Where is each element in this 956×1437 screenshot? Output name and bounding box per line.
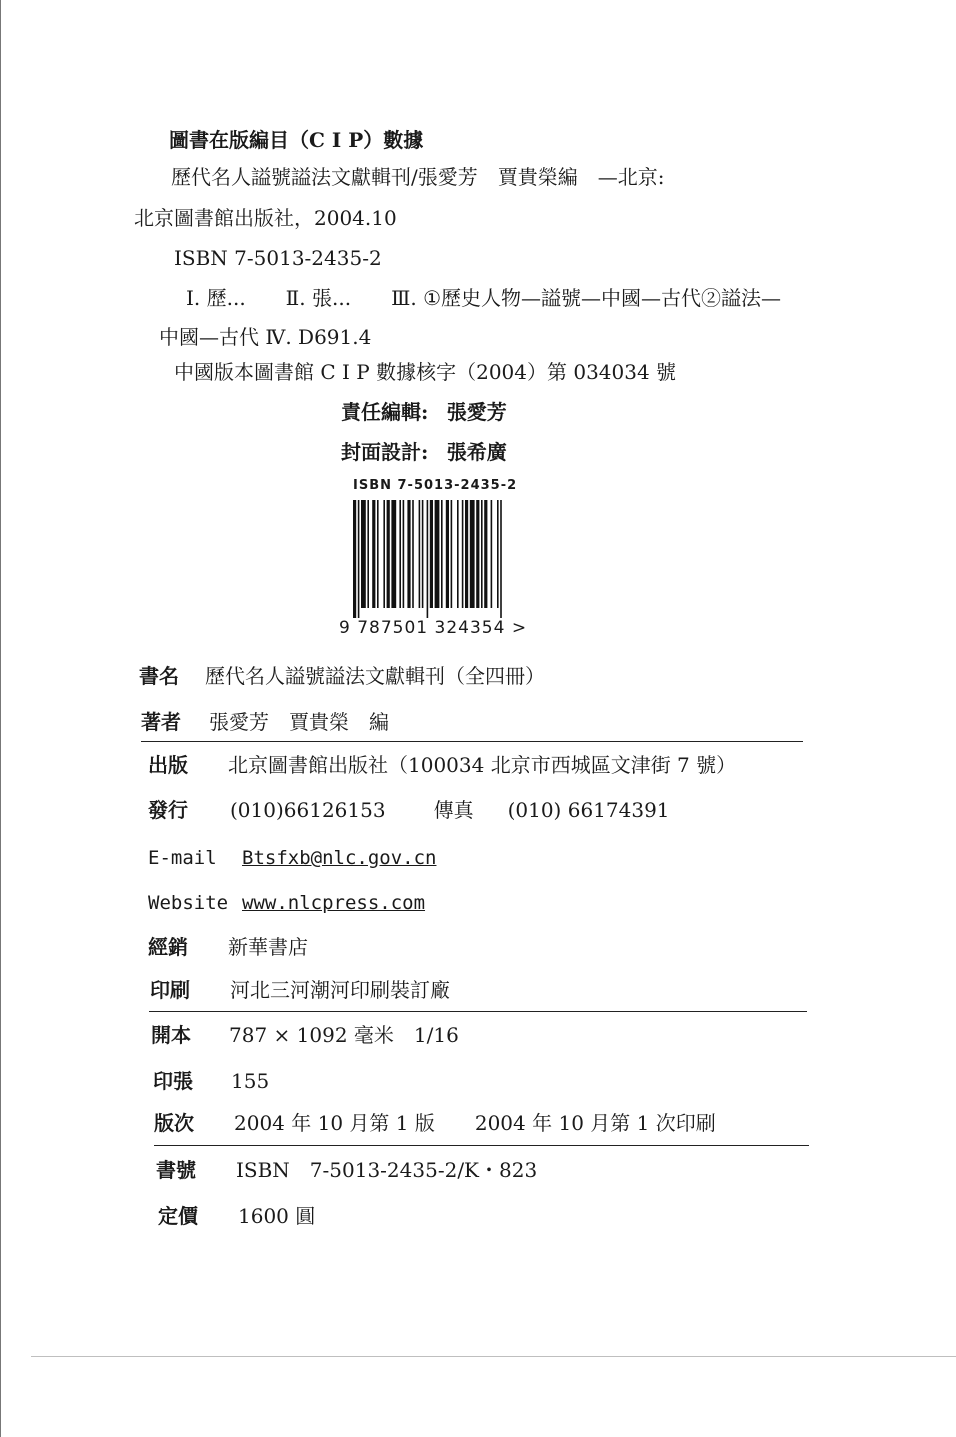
book-title-label: 書名 xyxy=(139,664,179,688)
email-label: E-mail xyxy=(148,847,217,869)
cip-heading: 圖書在版編目（C I P）數據 xyxy=(169,128,424,152)
book-title-row xyxy=(139,663,545,689)
publisher-label: 出版 xyxy=(148,753,188,777)
cip-title-line: 歷代名人謚號謚法文獻輯刊/張愛芳 賈貴榮編 —北京: xyxy=(171,165,665,189)
divider-rule xyxy=(141,741,803,742)
barcode-bar xyxy=(470,500,475,608)
book-title-value: 歷代名人謚號謚法文獻輯刊（全四冊） xyxy=(205,664,545,688)
distribution-contact-row xyxy=(148,797,670,823)
email-link[interactable]: Btsfxb@nlc.gov.cn xyxy=(242,847,437,869)
email-row xyxy=(148,845,436,871)
website-row xyxy=(148,890,425,916)
format-row xyxy=(151,1022,459,1048)
barcode-bar xyxy=(377,500,379,608)
cip-verification-line: 中國版本圖書館 C I P 數據核字（2004）第 034034 號 xyxy=(174,360,677,384)
barcode-bar xyxy=(430,500,433,608)
issue-label: 發行 xyxy=(148,798,188,822)
cip-publisher-line: 北京圖書館出版社，2004.10 xyxy=(134,206,397,230)
printer-row xyxy=(150,977,450,1003)
edition-value: 2004 年 10 月第 1 版 2004 年 10 月第 1 次印刷 xyxy=(234,1111,716,1135)
sheets-label: 印張 xyxy=(153,1069,193,1093)
fax-value: (010) 66174391 xyxy=(507,798,670,822)
barcode-bar xyxy=(481,500,483,608)
format-label: 開本 xyxy=(151,1023,191,1047)
divider-rule xyxy=(154,1145,809,1146)
barcode-bar xyxy=(358,500,360,618)
barcode-bar xyxy=(412,500,414,608)
editor-label: 責任編輯: xyxy=(341,400,429,424)
author-value: 張愛芳 賈貴榮 編 xyxy=(209,710,389,734)
barcode-bar xyxy=(476,500,479,608)
isbn-barcode xyxy=(339,496,539,620)
divider-rule xyxy=(149,1011,807,1012)
barcode-bar xyxy=(500,500,502,618)
cover-designer-name: 張希廣 xyxy=(446,440,507,464)
barcode-bar xyxy=(422,500,424,608)
book-number-row xyxy=(156,1157,537,1183)
barcode-bar xyxy=(484,500,487,608)
barcode-ean-digits: 9 787501 324354 > xyxy=(339,618,528,638)
cover-design-label: 封面設計: xyxy=(341,440,429,464)
barcode-bar xyxy=(427,500,429,618)
website-link[interactable]: www.nlcpress.com xyxy=(242,892,426,914)
sheets-row xyxy=(153,1068,269,1094)
cip-classification-line-2: 中國—古代 Ⅳ. D691.4 xyxy=(159,325,372,349)
barcode-bar xyxy=(353,500,356,618)
barcode-bar xyxy=(462,500,464,608)
publisher-value: 北京圖書館出版社（100034 北京市西城區文津街 7 號） xyxy=(228,753,737,777)
barcode-bar xyxy=(419,500,421,608)
fax-label: 傳真 xyxy=(433,798,474,822)
author-label: 著者 xyxy=(141,710,181,734)
barcode-bar xyxy=(465,500,468,608)
barcode-bar xyxy=(491,500,493,608)
edition-label: 版次 xyxy=(154,1111,194,1135)
book-number-value: ISBN 7-5013-2435-2/K・823 xyxy=(236,1158,538,1182)
printer-value: 河北三河潮河印刷裝訂廠 xyxy=(230,978,450,1002)
printer-label: 印刷 xyxy=(150,978,190,1002)
sheets-value: 155 xyxy=(231,1069,270,1093)
barcode-bar xyxy=(446,500,449,608)
page-edge-rule xyxy=(31,1356,956,1357)
edition-row xyxy=(154,1110,716,1136)
barcode-bar xyxy=(435,500,440,608)
price-row xyxy=(158,1203,315,1229)
website-label: Website xyxy=(148,892,229,914)
price-label: 定價 xyxy=(158,1204,198,1228)
editor-credit xyxy=(341,399,507,425)
barcode-bar xyxy=(399,500,401,608)
price-value: 1600 圓 xyxy=(238,1204,316,1228)
barcode-bar xyxy=(457,500,459,608)
barcode-bar xyxy=(441,500,443,608)
cip-classification-line-1: Ⅰ. 歷... Ⅱ. 張... Ⅲ. ①歷史人物—謚號—中國—古代②謚法— xyxy=(186,286,781,310)
barcode-bar xyxy=(361,500,366,608)
format-value: 787 × 1092 毫米 1/16 xyxy=(229,1023,459,1047)
barcode-bar xyxy=(407,500,410,608)
barcode-bar xyxy=(383,500,385,608)
editor-name: 張愛芳 xyxy=(446,400,507,424)
distributor-row xyxy=(148,934,308,960)
barcode-isbn-text: ISBN 7-5013-2435-2 xyxy=(353,478,518,493)
book-number-label: 書號 xyxy=(156,1158,196,1182)
cip-isbn-line: ISBN 7-5013-2435-2 xyxy=(174,246,382,270)
distributor-label: 經銷 xyxy=(148,935,188,959)
barcode-bar xyxy=(403,500,405,608)
distributor-value: 新華書店 xyxy=(228,935,308,959)
barcode-bar xyxy=(451,500,453,608)
barcode-bar xyxy=(391,500,396,608)
author-row xyxy=(141,709,389,735)
publisher-row xyxy=(148,752,736,778)
barcode-bar xyxy=(387,500,390,608)
barcode-bar xyxy=(372,500,375,608)
phone-value: (010)66126153 xyxy=(230,798,386,822)
barcode-bar xyxy=(497,500,499,608)
cover-design-credit xyxy=(341,439,507,465)
barcode-bar xyxy=(367,500,369,608)
